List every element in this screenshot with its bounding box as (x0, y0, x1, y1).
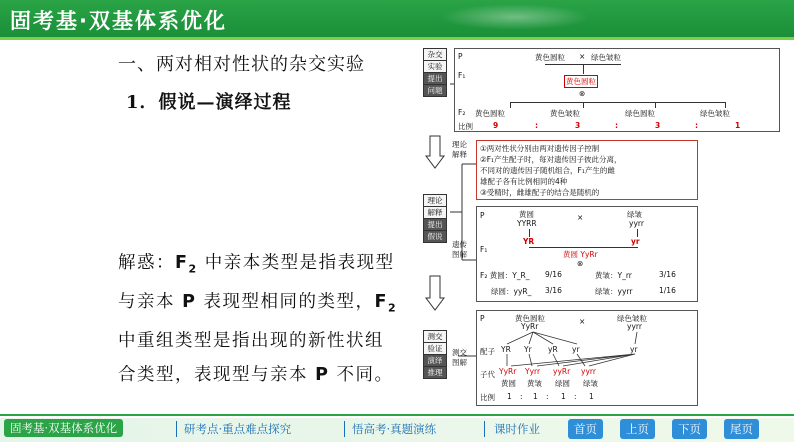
p3-parent1: 黄圆 (519, 210, 534, 219)
panel-testcross (476, 310, 698, 406)
p4-cross: × (579, 317, 586, 326)
last-page-button[interactable]: 尾页 (724, 419, 759, 439)
p3-parent2: 绿皱 (627, 210, 642, 219)
page-title: 固考基·双基体系优化 (10, 9, 227, 33)
p3-gamete-1: YR (523, 237, 535, 246)
p1-ratio-3: : (615, 121, 618, 130)
p3-f2-e: 3/16 (545, 286, 562, 295)
panel-hybrid (454, 48, 780, 132)
p4-geno2: yyrr (627, 322, 642, 331)
p1-ratio-1: : (535, 121, 538, 130)
p1-f2-type-0: 黄色圆粒 (475, 109, 505, 118)
nav-sep-1 (176, 421, 177, 437)
p4-gam-label: 配子 (480, 347, 495, 356)
p4-ratio-6: 1 (589, 392, 594, 401)
p2-line-1: ②F₁产生配子时，每对遗传因子彼此分离， (480, 155, 622, 164)
p3-P: P (480, 211, 485, 220)
explain-line-4: 合类型，表现型与亲本 P 不同。 (118, 364, 394, 385)
p4-pheno-0: 黄圆 (501, 379, 516, 388)
p1-parent2: 绿色皱粒 (591, 53, 621, 62)
p1-ratio-5: : (695, 121, 698, 130)
p3-self: ⊗ (577, 259, 584, 268)
p4-gamete-0: YR (501, 345, 511, 354)
panel-theory (476, 140, 698, 200)
explanation-text (118, 247, 408, 392)
p1-f2-type-1: 黄色皱粒 (550, 109, 580, 118)
p4-off-label: 子代 (480, 370, 495, 379)
explain-line-2: 与亲本 P 表现型相同的类型，$F_2$ (118, 292, 398, 315)
prev-page-button[interactable]: 上页 (620, 419, 655, 439)
footer-nav (0, 414, 794, 447)
p4-gamete-3: yr (572, 345, 580, 354)
step-theory-hypothesis (423, 194, 447, 243)
p4-gamete-4: yr (630, 345, 638, 354)
p1-f1-pheno: 黄色圆粒 (566, 77, 596, 86)
side3-0: 测交 (427, 332, 443, 341)
p4-ratio-label: 比例 (480, 393, 495, 402)
p1-ratio-6: 1 (735, 121, 741, 130)
p1-tick-3 (655, 102, 656, 108)
first-page-button[interactable]: 首页 (568, 419, 603, 439)
p1-ratio-label: 比例 (458, 122, 473, 131)
p1-parent1: 黄色圆粒 (535, 53, 565, 62)
p4-gamete-1: Yr (524, 345, 532, 354)
p3-vert-2 (637, 229, 638, 237)
p4-ratio-0: 1 (507, 392, 512, 401)
p2-line-2: 不同对的遗传因子随机组合，F₁产生的雌 (480, 166, 615, 175)
p2-line-0: ①两对性状分别由两对遗传因子控制 (480, 144, 600, 153)
side3-1: 验证 (424, 342, 446, 354)
section-title: 一、两对相对性状的杂交实验 (118, 54, 365, 75)
side1-1: 实验 (424, 60, 446, 72)
nav-sep-3 (484, 421, 485, 437)
p4-parent2: 绿色皱粒 (617, 314, 647, 323)
p1-tick-1 (510, 102, 511, 108)
explain-line-1: 解惑：$F_2$ 中亲本类型是指表现型 (118, 253, 395, 276)
p1-self: ⊗ (579, 89, 586, 98)
p4-offspring-0: YyRr (499, 367, 517, 376)
next-page-button[interactable]: 下页 (672, 419, 707, 439)
p3-f2-f: 绿皱：yyrr (595, 287, 633, 296)
p4-ratio-1: : (520, 392, 523, 401)
p4-ratio-3: : (546, 392, 549, 401)
genetics-diagram (418, 44, 788, 408)
sub-title: 1．假说—演绎过程 (126, 92, 292, 113)
header-bar (0, 0, 794, 40)
step-testcross (423, 330, 447, 379)
p4-pheno-1: 黄皱 (527, 379, 542, 388)
p1-F1: F₁ (458, 71, 466, 80)
side3-3: 推理 (424, 366, 446, 378)
side2-3: 假说 (424, 230, 446, 242)
side2-0: 理论 (427, 196, 443, 205)
p4-pheno-3: 绿皱 (583, 379, 598, 388)
p3-vert-1 (529, 229, 530, 237)
p3-f2-d: 绿圆：yyR_ (491, 287, 532, 296)
p1-f2-type-2: 绿色圆粒 (625, 109, 655, 118)
nav-key-points[interactable]: 研考点·重点难点探究 (184, 422, 292, 436)
p4-offspring-1: Yyrr (525, 367, 541, 376)
side1-2: 提出 (424, 72, 446, 84)
p2-line-4: ③受精时，雌雄配子的结合是随机的 (480, 188, 600, 197)
p1-tick-2 (583, 102, 584, 108)
p4-offspring-2: yyRr (553, 367, 571, 376)
p1-ratio-4: 3 (655, 121, 661, 130)
p4-ratio-5: : (574, 392, 577, 401)
p3-F1: F₁ (480, 245, 488, 254)
p4-P: P (480, 314, 485, 323)
nav-exam-practice[interactable]: 悟高考·真题演练 (352, 422, 437, 436)
p3-f1: 黄圆 YyRr (563, 250, 598, 259)
p1-f2-type-3: 绿色皱粒 (700, 109, 730, 118)
p1-cross: × (579, 52, 586, 61)
p4-ratio-4: 1 (561, 392, 566, 401)
p4-gamete-2: yR (548, 345, 558, 354)
p1-vert-1 (583, 64, 584, 74)
p4-geno1: YyRr (521, 322, 539, 331)
side2-1: 解释 (424, 206, 446, 218)
explain-line-3: 中重组类型是指出现的新性状组 (118, 331, 384, 351)
nav-foundation[interactable]: 固考基·双基体系优化 (4, 419, 123, 437)
p3-join-line (529, 247, 638, 248)
p3-f2-label: F₂ 黄圆：Y_R_ (480, 271, 530, 280)
p3-f2-c: 3/16 (659, 270, 676, 279)
nav-homework[interactable]: 课时作业 (494, 422, 540, 436)
label-testcross: 测交图解 (452, 348, 467, 367)
side2-2: 提出 (424, 218, 446, 230)
p1-f2-line (510, 102, 726, 103)
p3-geno1: YYRR (517, 219, 537, 228)
side1-0: 杂交 (427, 50, 443, 59)
side3-2: 演绎 (424, 354, 446, 366)
side1-3: 问题 (424, 84, 446, 96)
header-glow (440, 4, 590, 30)
label-graph: 遗传图解 (452, 240, 467, 259)
p3-f2-g: 1/16 (659, 286, 676, 295)
nav-sep-2 (344, 421, 345, 437)
p1-P: P (458, 52, 463, 61)
p3-f2-b: 黄皱：Y_rr (595, 271, 632, 280)
step-hybrid-experiment (423, 48, 447, 97)
label-theory: 理论解释 (452, 140, 467, 159)
panel-genetic-chart (476, 206, 698, 302)
p1-ratio-0: 9 (493, 121, 499, 130)
p3-f2-a: 9/16 (545, 270, 562, 279)
p4-parent1: 黄色圆粒 (515, 314, 545, 323)
p4-ratio-2: 1 (533, 392, 538, 401)
p3-gamete-2: yr (631, 237, 640, 246)
p3-geno2: yyrr (629, 219, 644, 228)
p1-F2: F₂ (458, 108, 466, 117)
p4-pheno-2: 绿圆 (555, 379, 570, 388)
p2-line-3: 雄配子各有比例相同的4种 (480, 177, 568, 186)
p3-cross: × (577, 213, 584, 222)
p1-ratio-2: 3 (575, 121, 581, 130)
p4-offspring-3: yyrr (581, 367, 596, 376)
